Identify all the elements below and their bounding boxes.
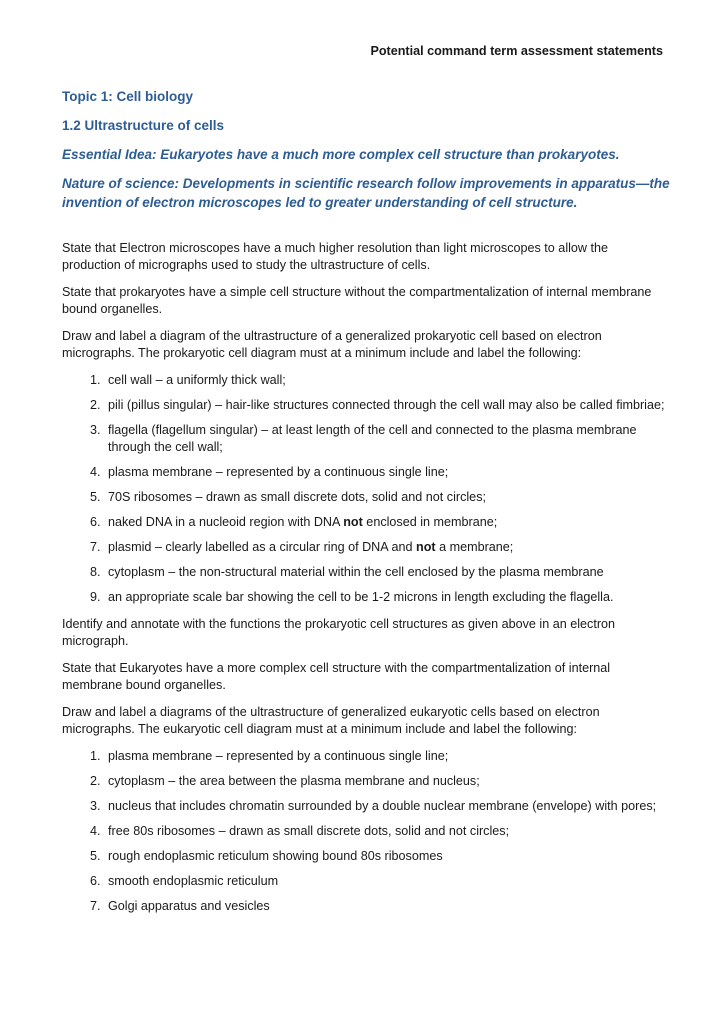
item-text: enclosed in membrane; <box>362 515 498 529</box>
topic-heading: Topic 1: Cell biology <box>62 89 194 104</box>
eukaryote-list <box>62 748 670 915</box>
list-item: 4. free 80s ribosomes – drawn as small discrete dots, solid and not circles; <box>104 823 670 840</box>
list-item: 5. 70S ribosomes – drawn as small discrete dots, solid and not circles; <box>104 489 670 506</box>
list-item: 1. plasma membrane – represented by a continuous single line; <box>104 748 670 765</box>
emphasis-not: not <box>416 540 436 554</box>
nature-of-science: Nature of science: Developments in scientific research follow improvements in apparatus—the invention of electron microscopes led to greater understanding of cell structure. <box>62 176 670 210</box>
essential-idea: Essential Idea: Eukaryotes have a much more complex cell structure than prokaryotes. <box>62 147 620 162</box>
list-item: 4. plasma membrane – represented by a continuous single line; <box>104 464 670 481</box>
list-item: 3. nucleus that includes chromatin surrounded by a double nuclear membrane (envelope) with pores; <box>104 798 670 815</box>
item-text: naked DNA in a nucleoid region with DNA <box>108 515 344 529</box>
emphasis-not: not <box>343 515 363 529</box>
paragraph-eukaryote-structure: State that Eukaryotes have a more complex cell structure with the compartmentalization of internal membrane bound organelles. <box>62 661 611 692</box>
list-item <box>104 514 670 531</box>
section-heading: 1.2 Ultrastructure of cells <box>62 118 225 133</box>
prokaryote-list <box>62 372 670 606</box>
item-text: a membrane; <box>435 540 514 554</box>
body-content <box>62 240 670 925</box>
list-item: 6. smooth endoplasmic reticulum <box>104 873 670 890</box>
list-item: 2. cytoplasm – the area between the plasma membrane and nucleus; <box>104 773 670 790</box>
list-item <box>104 539 670 556</box>
item-text: plasmid – clearly labelled as a circular ring of DNA and <box>108 540 416 554</box>
page-header-title: Potential command term assessment statements <box>370 44 663 58</box>
list-item: 3. flagella (flagellum singular) – at least length of the cell and connected to the plasma membrane through the cell wall; <box>104 422 670 456</box>
paragraph-identify-annotate: Identify and annotate with the functions the prokaryotic cell structures as given above in an electron micrograph. <box>62 617 616 648</box>
list-item: 5. rough endoplasmic reticulum showing bound 80s ribosomes <box>104 848 670 865</box>
list-item: 1. cell wall – a uniformly thick wall; <box>104 372 670 389</box>
paragraph-prokaryote-structure: State that prokaryotes have a simple cell structure without the compartmentalization of internal membrane bound organelles. <box>62 285 652 316</box>
paragraph-eukaryote-diagram: Draw and label a diagrams of the ultrastructure of generalized eukaryotic cells based on electron micrographs. The eukaryotic cell diagram must at a minimum include and label the following: <box>62 705 600 736</box>
list-item: 2. pili (pillus singular) – hair-like structures connected through the cell wall may also be called fimbriae; <box>104 397 670 414</box>
paragraph-prokaryote-diagram: Draw and label a diagram of the ultrastructure of a generalized prokaryotic cell based on electron micrographs. The prokaryotic cell diagram must at a minimum include and label the following: <box>62 329 602 360</box>
list-item: 7. Golgi apparatus and vesicles <box>104 898 670 915</box>
list-item: 9. an appropriate scale bar showing the cell to be 1-2 microns in length excluding the flagella. <box>104 589 670 606</box>
list-item: 8. cytoplasm – the non-structural material within the cell enclosed by the plasma membrane <box>104 564 670 581</box>
paragraph-resolution: State that Electron microscopes have a much higher resolution than light microscopes to allow the production of micrographs used to study the ultrastructure of cells. <box>62 241 609 272</box>
